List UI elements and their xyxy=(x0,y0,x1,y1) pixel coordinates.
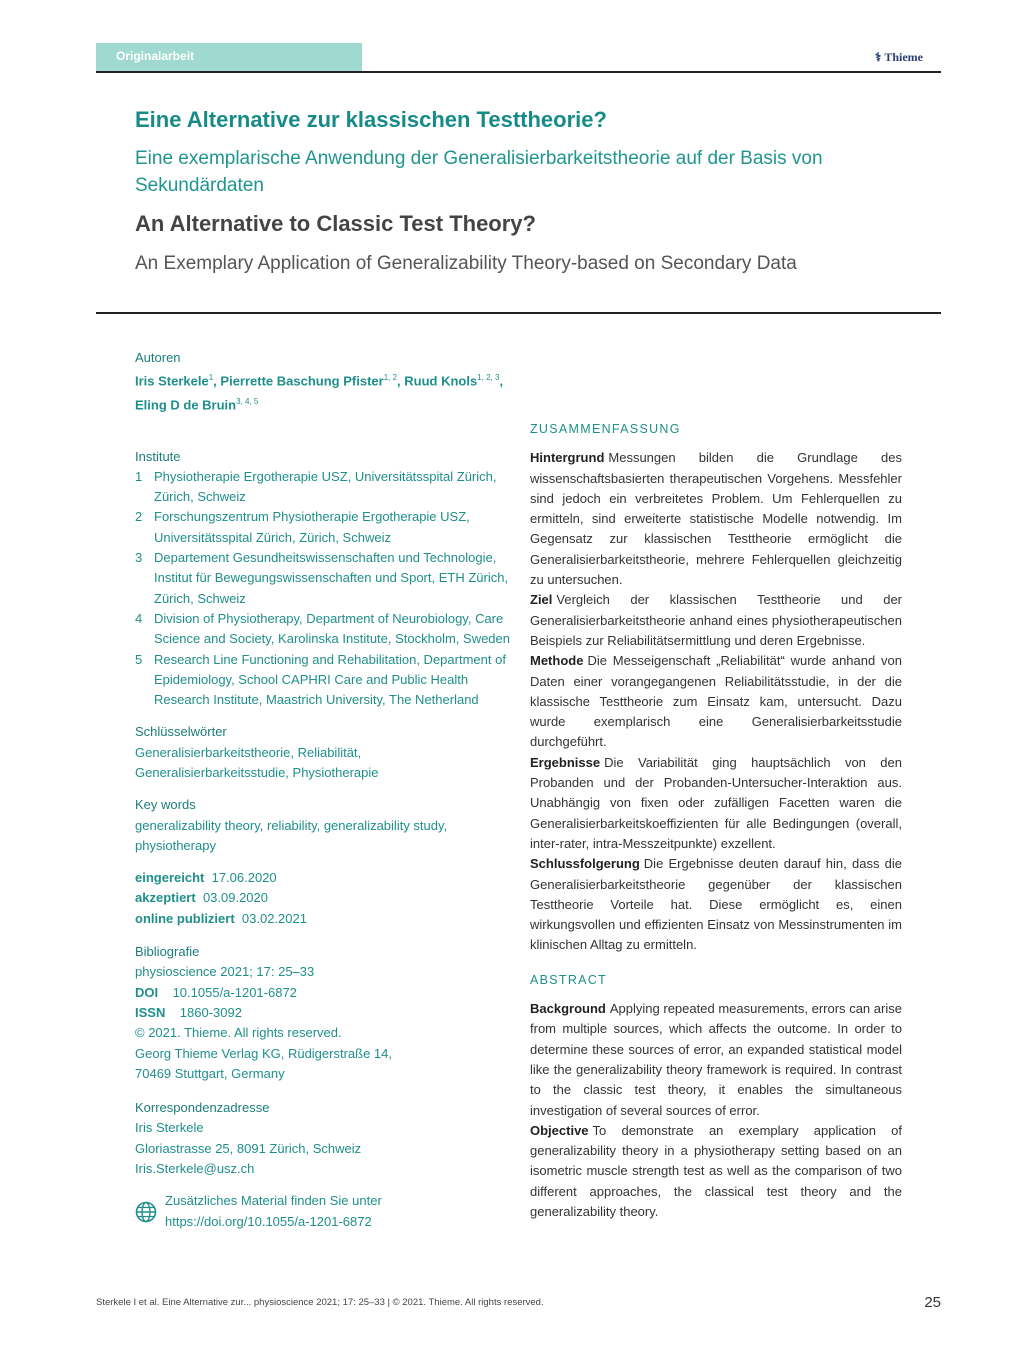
dates-section xyxy=(135,868,515,929)
received-value: 17.06.2020 xyxy=(211,870,277,886)
institute-number: 1 xyxy=(135,468,143,484)
left-column xyxy=(135,348,515,1232)
author-affiliation: 1, 2, 3 xyxy=(477,373,500,383)
institute-text: Research Line Functioning and Rehabilitation, Department of Epidemiology, School CAPHRI Care and Public Health Research Institute, Maastrich University, The Netherland xyxy=(154,651,506,708)
footer-citation: Sterkele I et al. Eine Alternative zur... physioscience 2021; 17: 25–33 | © 2021. Thieme. All rights reserved. xyxy=(96,1297,544,1308)
abstract-paragraph xyxy=(530,448,902,590)
keywords-de-text: Generalisierbarkeitstheorie, Reliabilität, Generalisierbarkeitsstudie, Physiotherapie xyxy=(135,744,379,780)
paragraph-text: Die Messeigenschaft „Reliabilität“ wurde anhand von Daten einer vorangegangenen Reliabilitätsstudie, in der die klassische Testtheorie zum Einsatz kam, untersucht. Dazu wurde exemplarisch eine Generalisierbarkeitsstudie durchgeführt. xyxy=(530,653,902,750)
accepted-label: akzeptiert xyxy=(135,890,196,906)
keywords-en-section xyxy=(135,795,515,856)
author-name: Iris Sterkele xyxy=(135,373,209,389)
institute-text: Physiotherapie Ergotherapie USZ, Universitätsspital Zürich, Zürich, Schweiz xyxy=(154,468,497,505)
supplementary-material xyxy=(135,1191,515,1232)
abstract-paragraph xyxy=(530,590,902,651)
list-item xyxy=(135,467,515,508)
correspondence-address: Gloriastrasse 25, 8091 Zürich, Schweiz xyxy=(135,1140,362,1156)
author-affiliation: 1, 2 xyxy=(383,373,398,383)
paragraph-text: Die Variabilität ging hauptsächlich von den Probanden und der Probanden-Untersucher-Interaktion aus. Unabhängig von fixen oder zufälligen Facetten waren die Generalisierbarkeitskoeffizienten für alle Bedingungen (overall, inter-rater, intra-Messzeitpunkte) exzellent. xyxy=(530,754,902,851)
author-name: Pierrette Baschung Pfister xyxy=(220,373,384,389)
bibliography-label: Bibliografie xyxy=(135,944,200,960)
published-date xyxy=(135,909,515,929)
authors-label: Autoren xyxy=(135,350,181,365)
author-affiliation: 3, 4, 5 xyxy=(236,396,259,406)
publisher-address-line: 70469 Stuttgart, Germany xyxy=(135,1065,285,1081)
paragraph-text: Applying repeated measurements, errors can arise from multiple sources, which affects the outcome. In order to determine these sources of error, an expanded statistical model like the generalizability theory framework is required. In contrast to the classic test theory, it enables the simultaneous investigation of several sources of error. xyxy=(530,1001,902,1118)
correspondence-name: Iris Sterkele xyxy=(135,1120,204,1136)
doi-value: 10.1055/a-1201-6872 xyxy=(172,984,297,1000)
list-item xyxy=(135,650,515,711)
abstract-heading: ABSTRACT xyxy=(530,972,608,987)
institutes-list xyxy=(135,467,515,711)
list-item xyxy=(135,609,515,650)
institute-number: 2 xyxy=(135,509,143,525)
paragraph-label: Schlussfolgerung xyxy=(530,856,640,872)
publisher-address-line: Georg Thieme Verlag KG, Rüdigerstraße 14, xyxy=(135,1045,392,1061)
page-number: 25 xyxy=(924,1294,941,1311)
paragraph-text: To demonstrate an exemplary application of generalizability theory in a physiotherapy setting based on an isometric muscle strength test as well as the comparison of two different approaches, the classical test theory and the generalizability theory. xyxy=(530,1122,902,1219)
issn-line xyxy=(135,1003,515,1023)
subtitle-english: An Exemplary Application of Generalizability Theory-based on Secondary Data xyxy=(135,253,797,274)
keywords-en-label: Key words xyxy=(135,797,196,813)
institute-text: Division of Physiotherapy, Department of Neurobiology, Care Science and Society, Karolinska Institute, Stockholm, Sweden xyxy=(154,610,511,647)
author-name: Ruud Knols xyxy=(404,373,478,389)
correspondence-email[interactable]: Iris.Sterkele@usz.ch xyxy=(135,1161,255,1177)
author-list: Iris Sterkele$^1$, Pierrette Baschung Pfister$^{1, 2}$, Ruud Knols$^{1, 2, 3}$, Eling D de Bruin$^{3, 4, 5}$ xyxy=(135,373,504,413)
accepted-date xyxy=(135,888,515,908)
right-column xyxy=(530,419,902,1222)
paragraph-label: Background xyxy=(530,1001,606,1017)
published-label: online publiziert xyxy=(135,910,235,926)
paragraph-label: Hintergrund xyxy=(530,450,605,466)
paragraph-text: Messungen bilden die Grundlage des wissenschaftsbasierten therapeutischen Vorgehens. Messfehler sind jedoch ein verbreitetes Problem. Um Fehlerquellen zu ermitteln, sind erweiterte statistische Modelle notwendig. Im Gegensatz zur klassischen Testtheorie ermöglicht die Generalisierbarkeitstheorie, mehrere Fehlerquellen gleichzeitig zu untersuchen. xyxy=(530,450,902,588)
abstract-paragraph xyxy=(530,651,902,752)
title-divider xyxy=(96,312,941,314)
accepted-value: 03.09.2020 xyxy=(202,890,269,906)
paragraph-label: Ergebnisse xyxy=(530,754,601,770)
institutes-section xyxy=(135,447,515,711)
supplementary-line: Zusätzliches Material finden Sie unter xyxy=(165,1193,382,1209)
title-english: An Alternative to Classic Test Theory? xyxy=(135,211,536,236)
authors-section xyxy=(135,348,515,416)
list-item xyxy=(135,507,515,548)
received-date xyxy=(135,868,515,888)
institute-number: 4 xyxy=(135,610,143,626)
list-item xyxy=(135,548,515,609)
paragraph-text: Die Ergebnisse deuten darauf hin, dass die Generalisierbarkeitstheorie gegenüber der klassischen Testtheorie Vorteile hat. Diese ermöglicht es, einen wirkungsvollen und effizienten Einsatz von Messinstrumenten im klinischen Alltag zu ermitteln. xyxy=(530,856,902,953)
institute-number: 3 xyxy=(135,550,143,566)
publisher-name: Thieme xyxy=(884,50,923,64)
institute-text: Forschungszentrum Physiotherapie Ergotherapie USZ, Universitätsspital Zürich, Zürich, Schweiz xyxy=(154,509,470,545)
institute-number: 5 xyxy=(135,651,143,667)
zusammenfassung-heading: ZUSAMMENFASSUNG xyxy=(530,422,681,436)
supplementary-text xyxy=(165,1191,382,1232)
abstract-paragraph xyxy=(530,999,902,1121)
paragraph-label: Ziel xyxy=(530,592,553,608)
subtitle-german: Eine exemplarische Anwendung der Generalisierbarkeitstheorie auf der Basis von Sekundärdaten xyxy=(135,148,823,196)
doi-label: DOI xyxy=(135,984,159,1000)
abstract-paragraph xyxy=(530,753,902,854)
bibliography-citation: physioscience 2021; 17: 25–33 xyxy=(135,964,315,980)
correspondence-label: Korrespondenzadresse xyxy=(135,1100,270,1116)
category-tag: Originalarbeit xyxy=(96,43,362,71)
supplementary-link[interactable]: https://doi.org/10.1055/a-1201-6872 xyxy=(165,1213,372,1229)
publisher-logo xyxy=(875,50,923,65)
author-affiliation: 1 xyxy=(208,373,214,383)
published-value: 03.02.2021 xyxy=(241,910,307,926)
keywords-de-section xyxy=(135,722,515,783)
globe-icon xyxy=(135,1201,157,1223)
issn-label: ISSN xyxy=(135,1004,166,1020)
keywords-en-text: generalizability theory, reliability, generalizability study, physiotherapy xyxy=(135,817,448,853)
abstract-paragraph xyxy=(530,1121,902,1222)
abstract-paragraph xyxy=(530,854,902,955)
keywords-de-label: Schlüsselwörter xyxy=(135,724,227,740)
paragraph-text: Vergleich der klassischen Testtheorie und der Generalisierbarkeitstheorie anhand eines physiotherapeutischen Beispiels zur Reliabilitätsermittlung und deren Ergebnisse. xyxy=(530,592,902,648)
doi-line xyxy=(135,983,515,1003)
institutes-label: Institute xyxy=(135,448,181,464)
title-german: Eine Alternative zur klassischen Testtheorie? xyxy=(135,107,607,132)
institute-text: Departement Gesundheitswissenschaften und Technologie, Institut für Bewegungswissenschaften und Sport, ETH Zürich, Zürich, Schweiz xyxy=(154,550,509,606)
paragraph-label: Objective xyxy=(530,1122,589,1138)
copyright-line: © 2021. Thieme. All rights reserved. xyxy=(135,1025,342,1041)
paragraph-label: Methode xyxy=(530,653,584,669)
issn-value: 1860-3092 xyxy=(179,1004,242,1020)
author-name: Eling D de Bruin xyxy=(135,397,237,413)
header-divider xyxy=(96,71,941,73)
received-label: eingereicht xyxy=(135,870,205,886)
correspondence-section xyxy=(135,1098,515,1179)
bibliography-section xyxy=(135,942,515,1084)
thieme-logo-icon: ⚕ xyxy=(874,50,882,64)
